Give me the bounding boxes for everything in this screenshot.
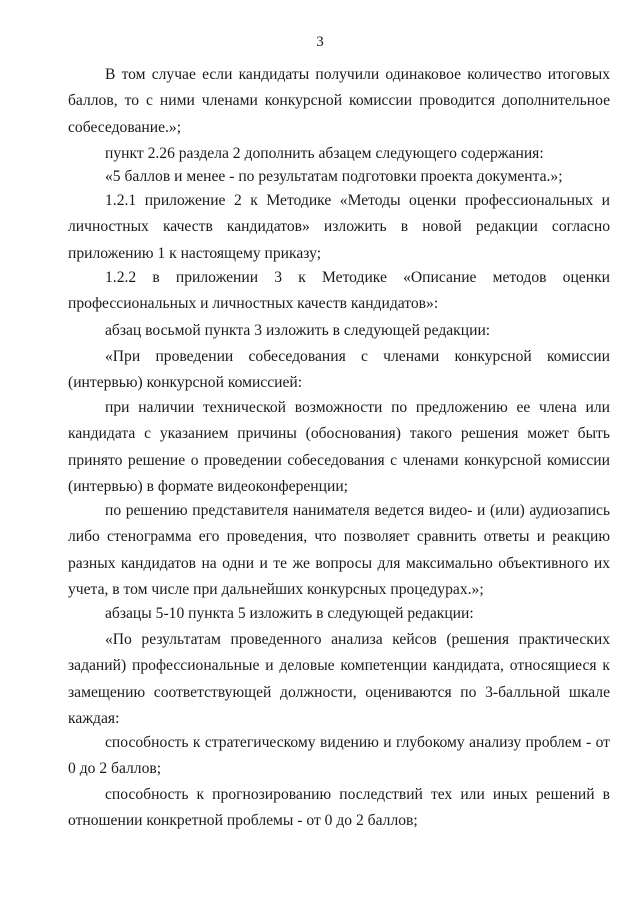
paragraph-11: «По результатам проведенного анализа кейсов (решения практических заданий) профессиональные и деловые компетенции кандидата, относящиеся к замещению соответствующей должности, оцениваются по 3-балльной шкале каждая: (68, 631, 610, 727)
paragraph-2: пункт 2.26 раздела 2 дополнить абзацем следующего содержания: (105, 145, 544, 162)
paragraph-4: 1.2.1 приложение 2 к Методике «Методы оценки профессиональных и личностных качеств кандидатов» изложить в новой редакции согласно приложению 1 к настоящему приказу; (68, 192, 610, 262)
paragraph-12: способность к стратегическому видению и глубокому анализу проблем - от 0 до 2 баллов; (68, 734, 610, 778)
page-number: 3 (316, 34, 324, 50)
paragraph-9: по решению представителя нанимателя ведется видео- и (или) аудиозапись либо стенограмма его проведения, что позволяет сравнить ответы и реакцию разных кандидатов на одни и те же вопросы для максимально объективного их учета, в том числе при дальнейших конкурсных процедурах.»; (68, 502, 610, 598)
paragraph-5: 1.2.2 в приложении 3 к Методике «Описание методов оценки профессиональных и личностных качеств кандидатов»: (68, 269, 610, 313)
paragraph-3: «5 баллов и менее - по результатам подготовки проекта документа.»; (105, 168, 563, 185)
paragraph-6: абзац восьмой пункта 3 изложить в следующей редакции: (105, 322, 491, 339)
paragraph-8: при наличии технической возможности по предложению ее члена или кандидата с указанием причины (обоснования) такого решения может быть принято решение о проведении собеседования с членами конкурсной комиссии (интервью) в формате видеоконференции; (68, 399, 610, 495)
paragraph-10: абзацы 5-10 пункта 5 изложить в следующей редакции: (105, 605, 474, 622)
paragraph-13: способность к прогнозированию последствий тех или иных решений в отношении конкретной проблемы - от 0 до 2 баллов; (68, 786, 610, 830)
paragraph-7: «При проведении собеседования с членами конкурсной комиссии (интервью) конкурсной комиссией: (68, 348, 610, 392)
paragraph-1: В том случае если кандидаты получили одинаковое количество итоговых баллов, то с ними членами конкурсной комиссии проводится дополнительное собеседование.»; (68, 66, 610, 136)
